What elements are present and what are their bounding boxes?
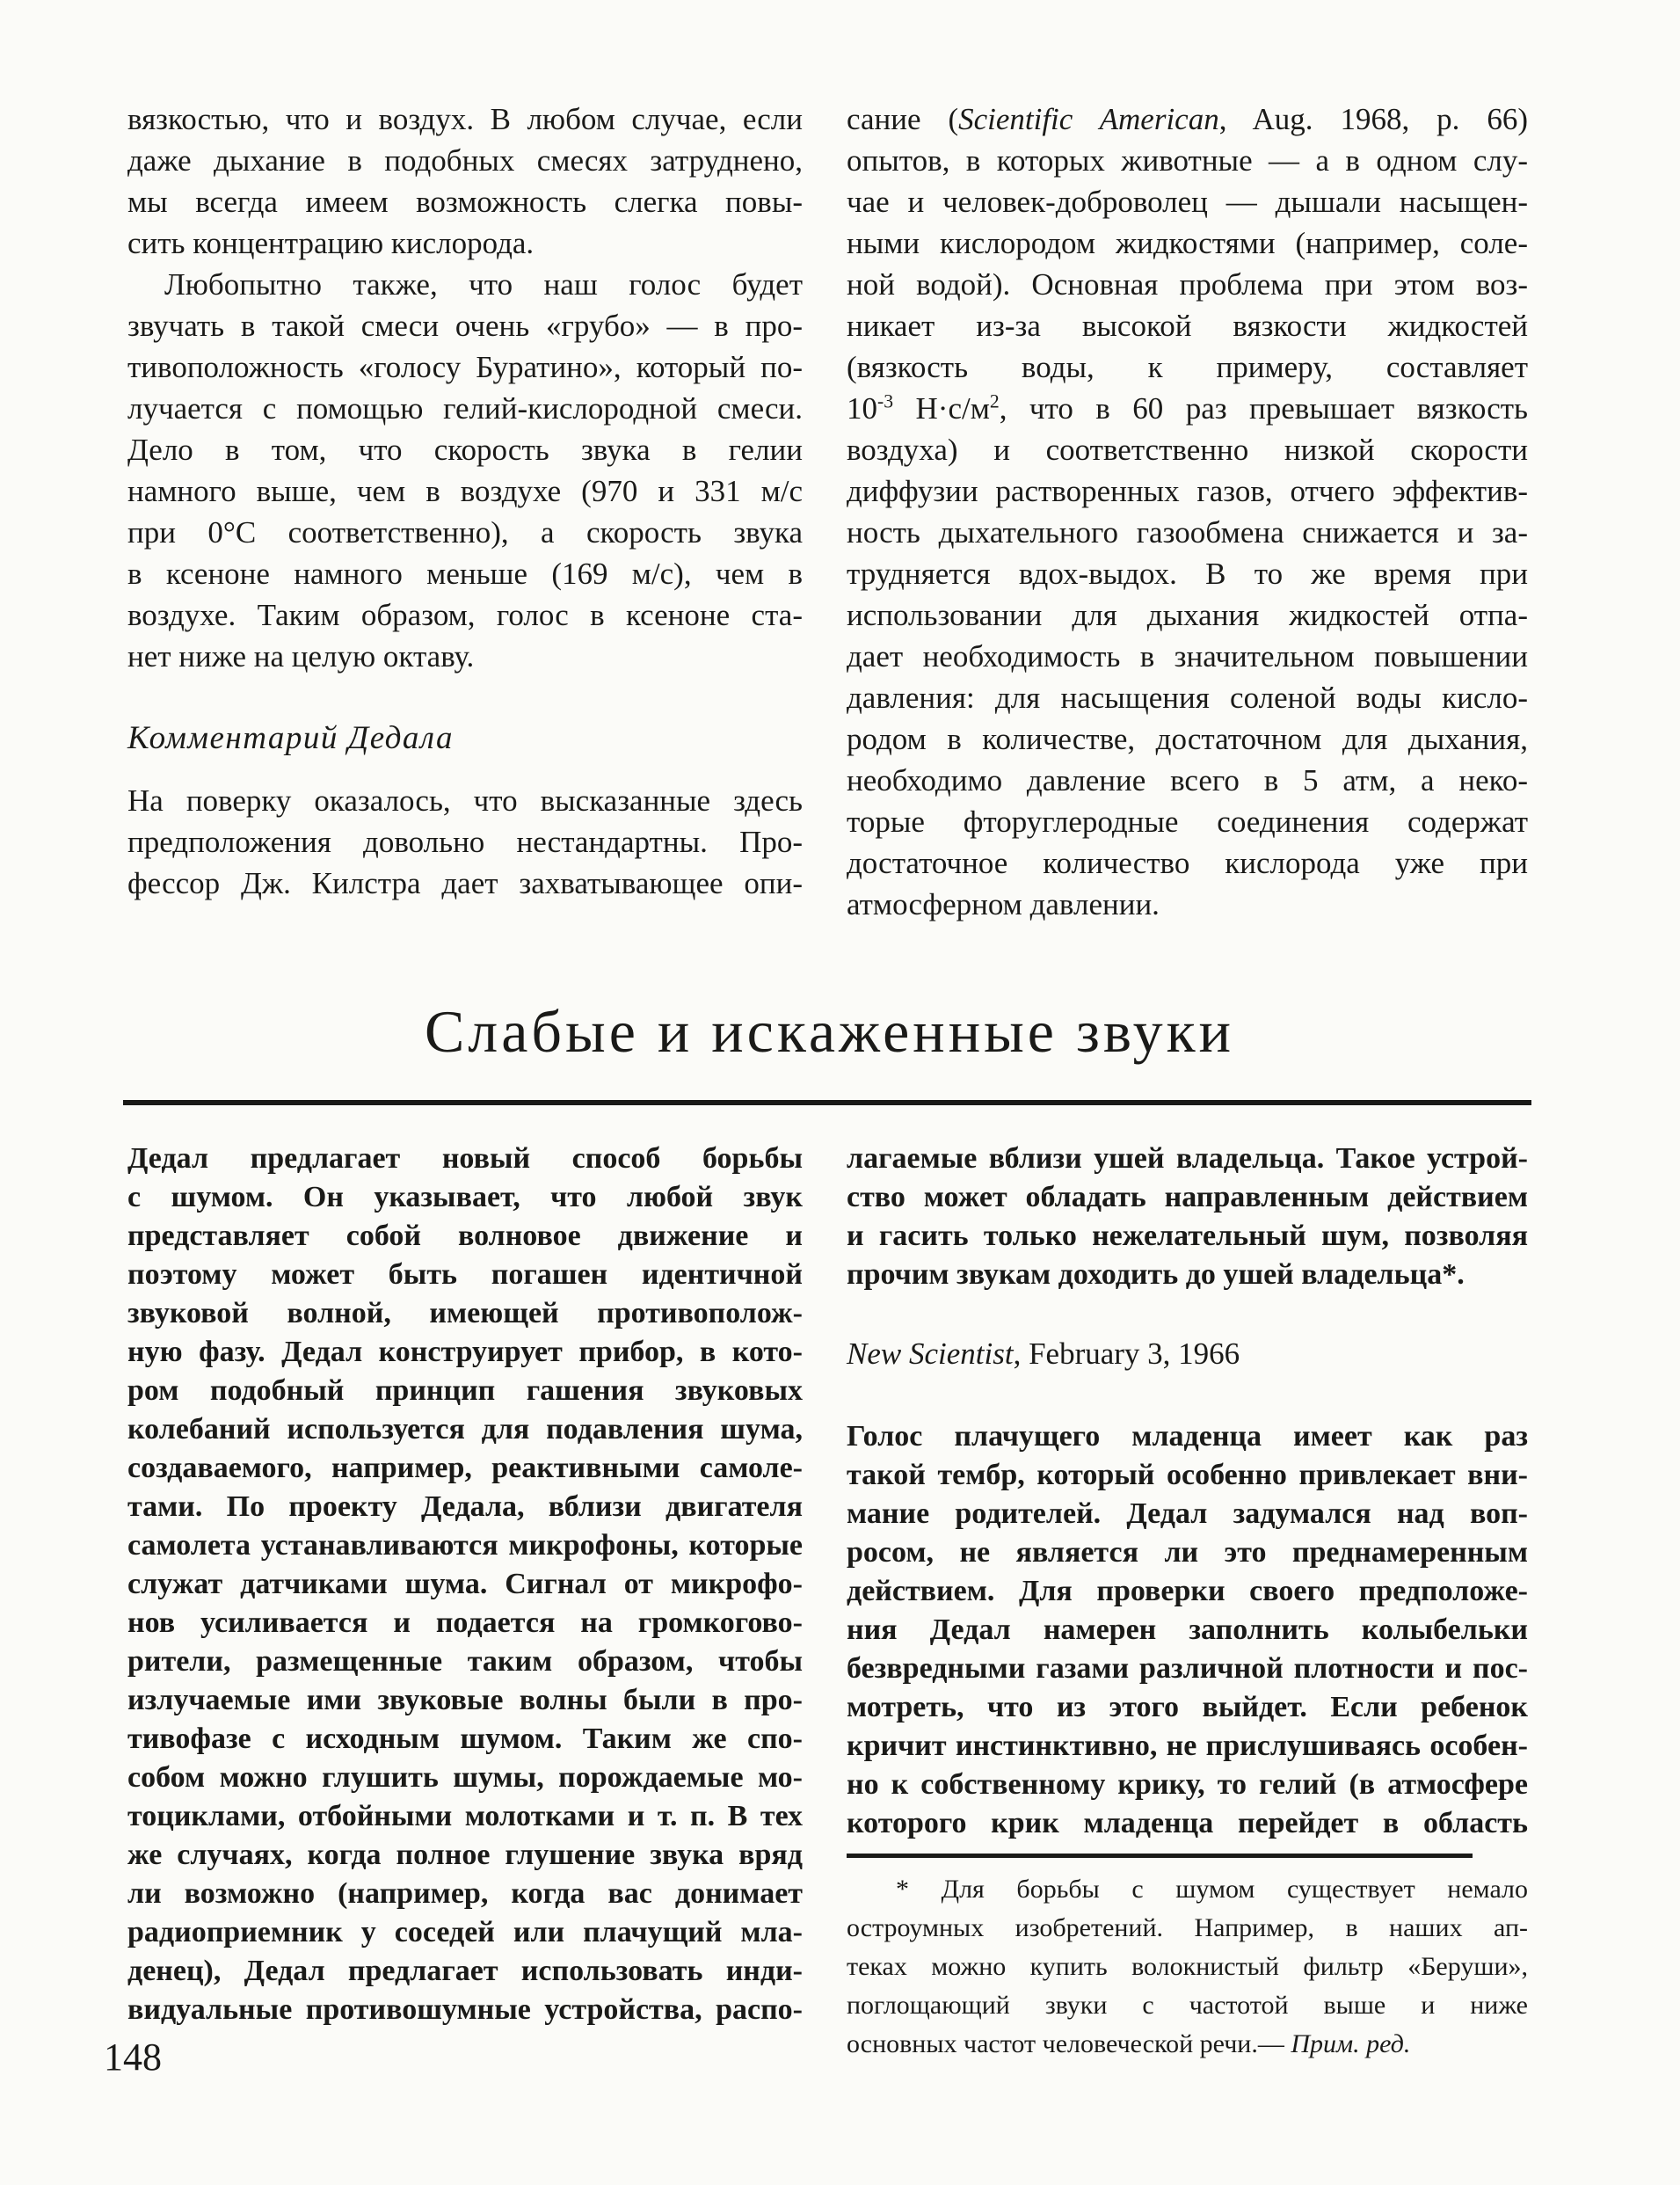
paragraph <box>847 1140 1528 1294</box>
text-line: воздухе. Таким образом, голос в ксеноне ста- <box>127 598 803 632</box>
footnote <box>847 1870 1528 2064</box>
text-line: поглощающий звуки с частотой выше и ниже <box>847 1991 1528 2020</box>
text-line: радиоприемник у соседей или плачущий мла- <box>127 1916 803 1948</box>
text-line: ной водой). Основная проблема при этом воз- <box>847 267 1528 302</box>
text-line: тоциклами, отбойными молотками и т. п. В тех <box>127 1800 803 1832</box>
text-line: мы всегда имеем возможность слегка повы- <box>127 185 803 219</box>
text-line: давления: для насыщения соленой воды кисло- <box>847 681 1528 715</box>
text-line: колебаний используется для подавления шума, <box>127 1413 803 1446</box>
text-line: излучаемые ими звуковые волны были в про- <box>127 1684 803 1716</box>
text-line: лагаемые вблизи ушей владельца. Такое устрой- <box>847 1142 1528 1175</box>
text-line: Любопытно также, что наш голос будет <box>164 267 803 302</box>
column-top-right <box>847 98 1528 925</box>
text-line: $10^{-3}$ $Н\cdot с/м^2$, что в 60 раз превышает вязкость <box>847 390 1528 426</box>
text-line: рители, размещенные таким образом, чтобы <box>127 1645 803 1678</box>
text-line: ными кислородом жидкостями (например, соле- <box>847 226 1528 260</box>
text-line: с шумом. Он указывает, что любой звук <box>127 1181 803 1213</box>
text-line: звуковой волной, имеющей противополож- <box>127 1297 803 1329</box>
text-line: достаточное количество кислорода уже при <box>847 846 1528 880</box>
text-line: видуальные противошумные устройства, распо- <box>127 1993 803 2026</box>
text-line: в ксеноне намного меньше (169 м/с), чем в <box>127 557 803 591</box>
title-rule <box>123 1100 1531 1105</box>
source-citation <box>847 1335 1528 1373</box>
text-line: фессор Дж. Килстра дает захватывающее опи- <box>127 866 803 900</box>
text-line: собом можно глушить шумы, порождаемые мо- <box>127 1761 803 1794</box>
paragraph <box>127 264 803 677</box>
text-line: намного выше, чем в воздухе (970 и 331 м/с <box>127 474 803 508</box>
text-line: использовании для дыхания жидкостей отпа- <box>847 598 1528 632</box>
section-title: Слабые и искаженные звуки <box>424 998 1235 1065</box>
text-line: На поверку оказалось, что высказанные здесь <box>127 783 803 818</box>
page-number: 148 <box>104 2036 162 2079</box>
text-line: нет ниже на целую октаву. <box>127 639 475 674</box>
text-line: диффузии растворенных газов, отчего эффектив- <box>847 474 1528 508</box>
text-line: торые фторуглеродные соединения содержат <box>847 805 1528 839</box>
text-line: тивофазе с исходным шумом. Таким же спо- <box>127 1723 803 1755</box>
text-line: мание родителей. Дедал задумался над воп- <box>847 1497 1528 1530</box>
text-line: которого крик младенца перейдет в область <box>847 1807 1528 1839</box>
source-date: , February 3, 1966 <box>1013 1336 1240 1371</box>
text-line: ность дыхательного газообмена снижается и за- <box>847 515 1528 550</box>
text-line: (вязкость воды, к примеру, составляет <box>847 350 1528 384</box>
text-line: Дедал предлагает новый способ борьбы <box>127 1142 803 1175</box>
text-line: служат датчиками шума. Сигнал от микрофо- <box>127 1568 803 1600</box>
text-line: необходимо давление всего в 5 атм, а неко- <box>847 763 1528 798</box>
text-line: теках можно купить волокнистый фильтр «Беруши», <box>847 1952 1528 1981</box>
paragraph-group <box>847 98 1528 925</box>
paragraph-group <box>847 1140 1528 1294</box>
text-line: ли возможно (например, когда вас донимает <box>127 1877 803 1910</box>
text-line: трудняется вдох-выдох. В то же время при <box>847 557 1528 591</box>
text-line: действием. Для проверки своего предположе- <box>847 1575 1528 1607</box>
text-line: ную фазу. Дедал конструирует прибор, в кото- <box>127 1336 803 1368</box>
text-line: кричит инстинктивно, не прислушиваясь особен- <box>847 1730 1528 1762</box>
text-line: опытов, в которых животные — а в одном слу- <box>847 143 1528 178</box>
text-line: остроумных изобретений. Например, в наших ап- <box>847 1913 1528 1942</box>
text-line: чае и человек-доброволец — дышали насыщен- <box>847 185 1528 219</box>
text-line: сание (Scientific American, Aug. 1968, p. 66) <box>847 102 1528 136</box>
paragraph <box>847 1417 1528 1843</box>
text-line: дает необходимость в значительном повышении <box>847 639 1528 674</box>
text-line: нов усиливается и подается на громкогово- <box>127 1606 803 1639</box>
column-bottom-right <box>847 1140 1528 2064</box>
text-line: мотреть, что из этого выйдет. Если ребенок <box>847 1691 1528 1723</box>
text-line: но к собственному крику, то гелий (в атмосфере <box>847 1768 1528 1801</box>
paragraph <box>127 780 803 904</box>
text-line: росом, не является ли это преднамеренным <box>847 1536 1528 1569</box>
text-line: никает из-за высокой вязкости жидкостей <box>847 309 1528 343</box>
text-line: лучается с помощью гелий-кислородной смеси. <box>127 391 803 426</box>
text-line: создаваемого, например, реактивными самоле- <box>127 1452 803 1484</box>
text-line: воздуха) и соответственно низкой скорости <box>847 433 1528 467</box>
text-line: родом в количестве, достаточном для дыхания, <box>847 722 1528 756</box>
paragraph-group <box>847 1417 1528 1843</box>
text-line: безвредными газами различной плотности и пос- <box>847 1652 1528 1685</box>
comment-heading: Комментарий Дедала <box>127 720 455 756</box>
paragraph-group <box>127 780 803 904</box>
paragraph-group <box>127 1140 803 2029</box>
paragraph <box>847 1870 1528 2064</box>
text-line: даже дыхание в подобных смесях затруднено, <box>127 143 803 178</box>
text-line: Голос плачущего младенца имеет как раз <box>847 1420 1528 1453</box>
text-line: ния Дедал намерен заполнить колыбельки <box>847 1613 1528 1646</box>
text-line: предположения довольно нестандартны. Про- <box>127 825 803 859</box>
text-line: * Для борьбы с шумом существует немало <box>896 1875 1528 1904</box>
paragraph <box>127 98 803 264</box>
text-line: звучать в такой смеси очень «грубо» — в про- <box>127 309 803 343</box>
text-line: ство может обладать направленным действием <box>847 1181 1528 1213</box>
text-line: же случаях, когда полное глушение звука вряд <box>127 1839 803 1871</box>
text-line: Дело в том, что скорость звука в гелии <box>127 433 803 467</box>
text-line: самолета устанавливаются микрофоны, которые <box>127 1529 803 1562</box>
text-line: тами. По проекту Дедала, вблизи двигателя <box>127 1490 803 1523</box>
paragraph-group <box>127 98 803 677</box>
text-line: представляет собой волновое движение и <box>127 1220 803 1252</box>
text-line: вязкостью, что и воздух. В любом случае, если <box>127 102 803 136</box>
paragraph <box>847 98 1528 925</box>
text-line: атмосферном давлении. <box>847 887 1160 921</box>
text-line: и гасить только нежелательный шум, позволяя <box>847 1220 1528 1252</box>
text-line: прочим звукам доходить до ушей владельца*. <box>847 1258 1465 1291</box>
source-title: New Scientist <box>847 1336 1014 1371</box>
paragraph <box>127 1140 803 2029</box>
text-line: поэтому может быть погашен идентичной <box>127 1258 803 1291</box>
text-line: ром подобный принцип гашения звуковых <box>127 1374 803 1407</box>
footnote-rule <box>847 1854 1473 1858</box>
text-line: основных частот человеческой речи.— Прим. ред. <box>847 2029 1411 2058</box>
text-line: такой тембр, который особенно привлекает вни- <box>847 1459 1528 1491</box>
text-line: сить концентрацию кислорода. <box>127 226 535 260</box>
text-line: при 0°С соответственно), а скорость звука <box>127 515 803 550</box>
text-line: денец), Дедал предлагает использовать инди- <box>127 1955 803 1987</box>
column-top-left <box>127 98 803 904</box>
column-bottom-left <box>127 1140 803 2029</box>
text-line: тивоположность «голосу Буратино», который по- <box>127 350 803 384</box>
